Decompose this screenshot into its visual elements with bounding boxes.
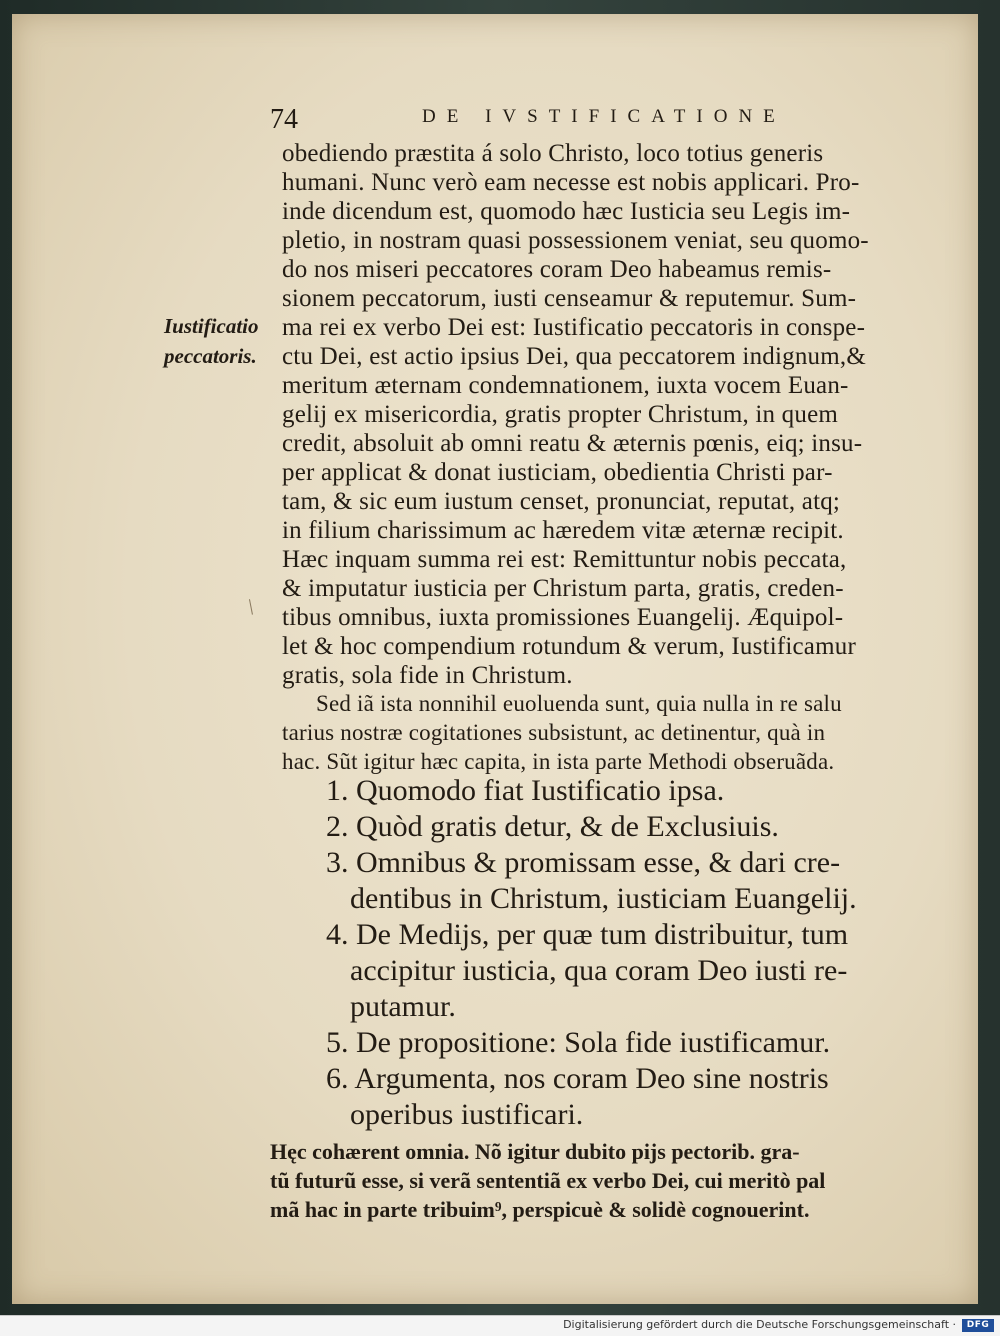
body-line: ctu Dei, est actio ipsius Dei, qua peccatorem indignum,& <box>282 343 866 370</box>
dfg-logo-icon[interactable]: DFG <box>962 1319 994 1332</box>
list-item: 3. Omnibus & promissam esse, & dari cre- <box>326 846 841 879</box>
body-line: gratis, sola fide in Christum. <box>282 662 573 689</box>
body-line: tibus omnibus, iuxta promissiones Euangelij. Æquipol- <box>282 604 844 631</box>
body-line: humani. Nunc verò eam necesse est nobis applicari. Pro- <box>282 169 860 196</box>
body-line: Hæc inquam summa rei est: Remittuntur nobis peccata, <box>282 546 847 573</box>
margin-note: Iustificatio <box>164 314 259 338</box>
body-line: let & hoc compendium rotundum & verum, Iustificamur <box>282 633 856 660</box>
stray-ink-mark: / <box>241 594 260 619</box>
list-item-continuation: putamur. <box>350 990 456 1023</box>
body-line: obediendo præstita á solo Christo, loco totius generis <box>282 140 824 167</box>
body-line: gelij ex misericordia, gratis propter Christum, in quem <box>282 401 839 428</box>
list-item-continuation: accipitur iusticia, qua coram Deo iusti re- <box>350 954 848 987</box>
list-item: 6. Argumenta, nos coram Deo sine nostris <box>326 1062 829 1095</box>
body-line: meritum æternam condemnationem, iuxta vocem Euan- <box>282 372 849 399</box>
running-head: DE IVSTIFICATIONE <box>422 106 786 127</box>
body-line: & imputatur iusticia per Christum parta, gratis, creden- <box>282 575 844 602</box>
list-item: 2. Quòd gratis detur, & de Exclusiuis. <box>326 810 779 843</box>
body-line: tarius nostræ cogitationes subsistunt, ac detinentur, quà in <box>282 720 826 745</box>
body-line: Sed iã ista nonnihil euoluenda sunt, quia nulla in re salu <box>316 691 842 716</box>
margin-note: peccatoris. <box>164 344 257 368</box>
list-item: 1. Quomodo fiat Iustificatio ipsa. <box>326 774 725 807</box>
body-line: tam, & sic eum iustum censet, pronunciat, reputat, atq; <box>282 488 841 515</box>
list-item-continuation: operibus iustificari. <box>350 1098 584 1131</box>
footer-bar <box>0 1315 1000 1336</box>
body-line: ma rei ex verbo Dei est: Iustificatio peccatoris in conspe- <box>282 314 866 341</box>
list-item-continuation: dentibus in Christum, iusticiam Euangelij. <box>350 882 857 915</box>
body-line: sionem peccatorum, iusti censeamur & reputemur. Sum- <box>282 285 857 312</box>
body-line: credit, absoluit ab omni reatu & æternis pœnis, eiq; insu- <box>282 430 863 457</box>
body-line: hac. Sũt igitur hæc capita, in ista parte Methodi obseruãda. <box>282 749 835 774</box>
body-line: pletio, in nostram quasi possessionem veniat, seu quomo- <box>282 227 869 254</box>
body-line: inde dicendum est, quomodo hæc Iusticia seu Legis im- <box>282 198 851 225</box>
closing-line: Hęc cohærent omnia. Nõ igitur dubito pijs pectorib. gra- <box>270 1139 800 1164</box>
body-line: in filium charissimum ac hæredem vitæ æternæ recipit. <box>282 517 844 544</box>
page-number: 74 <box>270 104 298 135</box>
body-line: do nos miseri peccatores coram Deo habeamus remis- <box>282 256 832 283</box>
closing-line: mã hac in parte tribuim⁹, perspicuè & solidè cognouerint. <box>270 1197 810 1222</box>
body-line: per applicat & donat iusticiam, obedientia Christi par- <box>282 459 833 486</box>
funding-credit: Digitalisierung gefördert durch die Deutsche Forschungsgemeinschaft · <box>563 1318 956 1331</box>
list-item: 5. De propositione: Sola fide iustificamur. <box>326 1026 831 1059</box>
list-item: 4. De Medijs, per quæ tum distribuitur, tum <box>326 918 849 951</box>
closing-line: tũ futurũ esse, si verã sententiã ex verbo Dei, cui meritò pal <box>270 1168 826 1193</box>
book-page <box>12 14 978 1304</box>
